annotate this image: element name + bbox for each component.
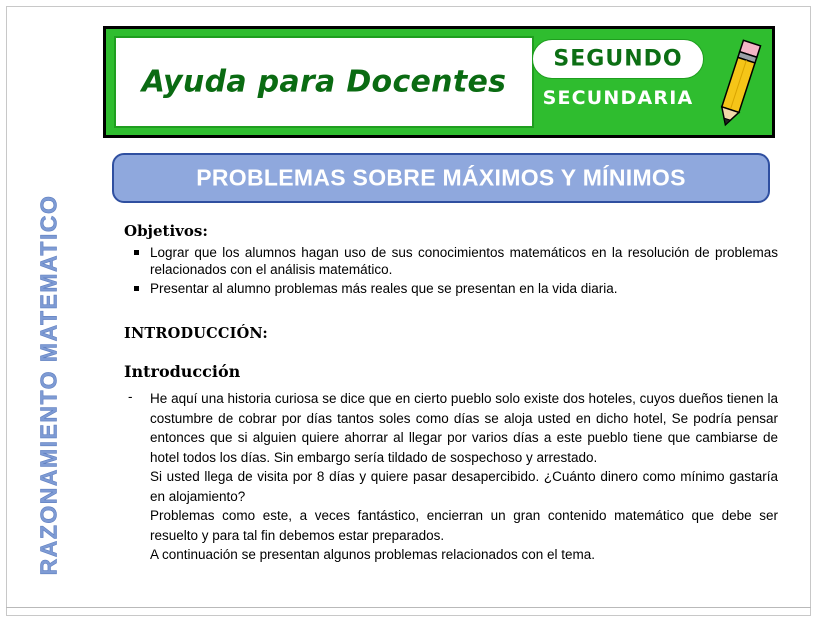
banner-title-box xyxy=(114,36,534,128)
introduction-body xyxy=(124,389,778,565)
list-item: Lograr que los alumnos hagan uso de sus conocimientos matemáticos en la resolución de problemas relacionados con el análisis matemático. xyxy=(124,244,778,278)
pencil-icon xyxy=(716,35,762,131)
sidebar-subject-label: RAZONAMIENTO MATEMATICO xyxy=(35,194,62,576)
document-body xyxy=(124,222,778,565)
banner-title: Ayuda para Docentes xyxy=(141,64,507,100)
page-title-text: PROBLEMAS SOBRE MÁXIMOS Y MÍNIMOS xyxy=(196,164,686,191)
banner-level-label: SEGUNDO xyxy=(553,46,683,72)
list-item: Presentar al alumno problemas más reales que se presentan en la vida diaria. xyxy=(124,280,778,297)
page-footer-rule xyxy=(6,607,811,608)
header-banner-inner xyxy=(106,29,772,135)
page-title xyxy=(112,153,770,203)
paragraph: A continuación se presentan algunos problemas relacionados con el tema. xyxy=(150,547,596,562)
introduction-heading: Introducción xyxy=(124,362,241,381)
sidebar-subject xyxy=(28,195,70,575)
dash-marker: - xyxy=(128,389,133,404)
paragraph: Si usted llega de visita por 8 días y quiere pasar desapercibido. ¿Cuánto dinero como mínimo gastaría en alojamiento? xyxy=(150,469,778,504)
paragraph: Problemas como este, a veces fantástico, encierran un gran contenido matemático que debe ser resuelto y para tal fin debemos estar preparados. xyxy=(150,508,778,543)
paragraph: He aquí una historia curiosa se dice que en cierto pueblo solo existe dos hoteles, cuyos dueños tienen la costumbre de cobrar por días tantos soles como días se aloja usted en dicho hotel, Se podría pensar entonces que si alguien quiere ahorrar al llegar por varios días a este pueblo tiene que cambiarse de hotel todos los días. Sin embargo sería tildado de sospechoso y arrestado. xyxy=(150,391,778,465)
introduction-caps-heading: INTRODUCCIÓN: xyxy=(124,325,268,342)
objectives-list xyxy=(124,244,778,297)
banner-level-subtitle: SECUNDARIA xyxy=(542,87,694,109)
banner-level-pill xyxy=(532,39,704,79)
banner-level-group xyxy=(532,39,714,127)
objectives-heading: Objetivos: xyxy=(124,222,208,240)
header-banner xyxy=(103,26,775,138)
